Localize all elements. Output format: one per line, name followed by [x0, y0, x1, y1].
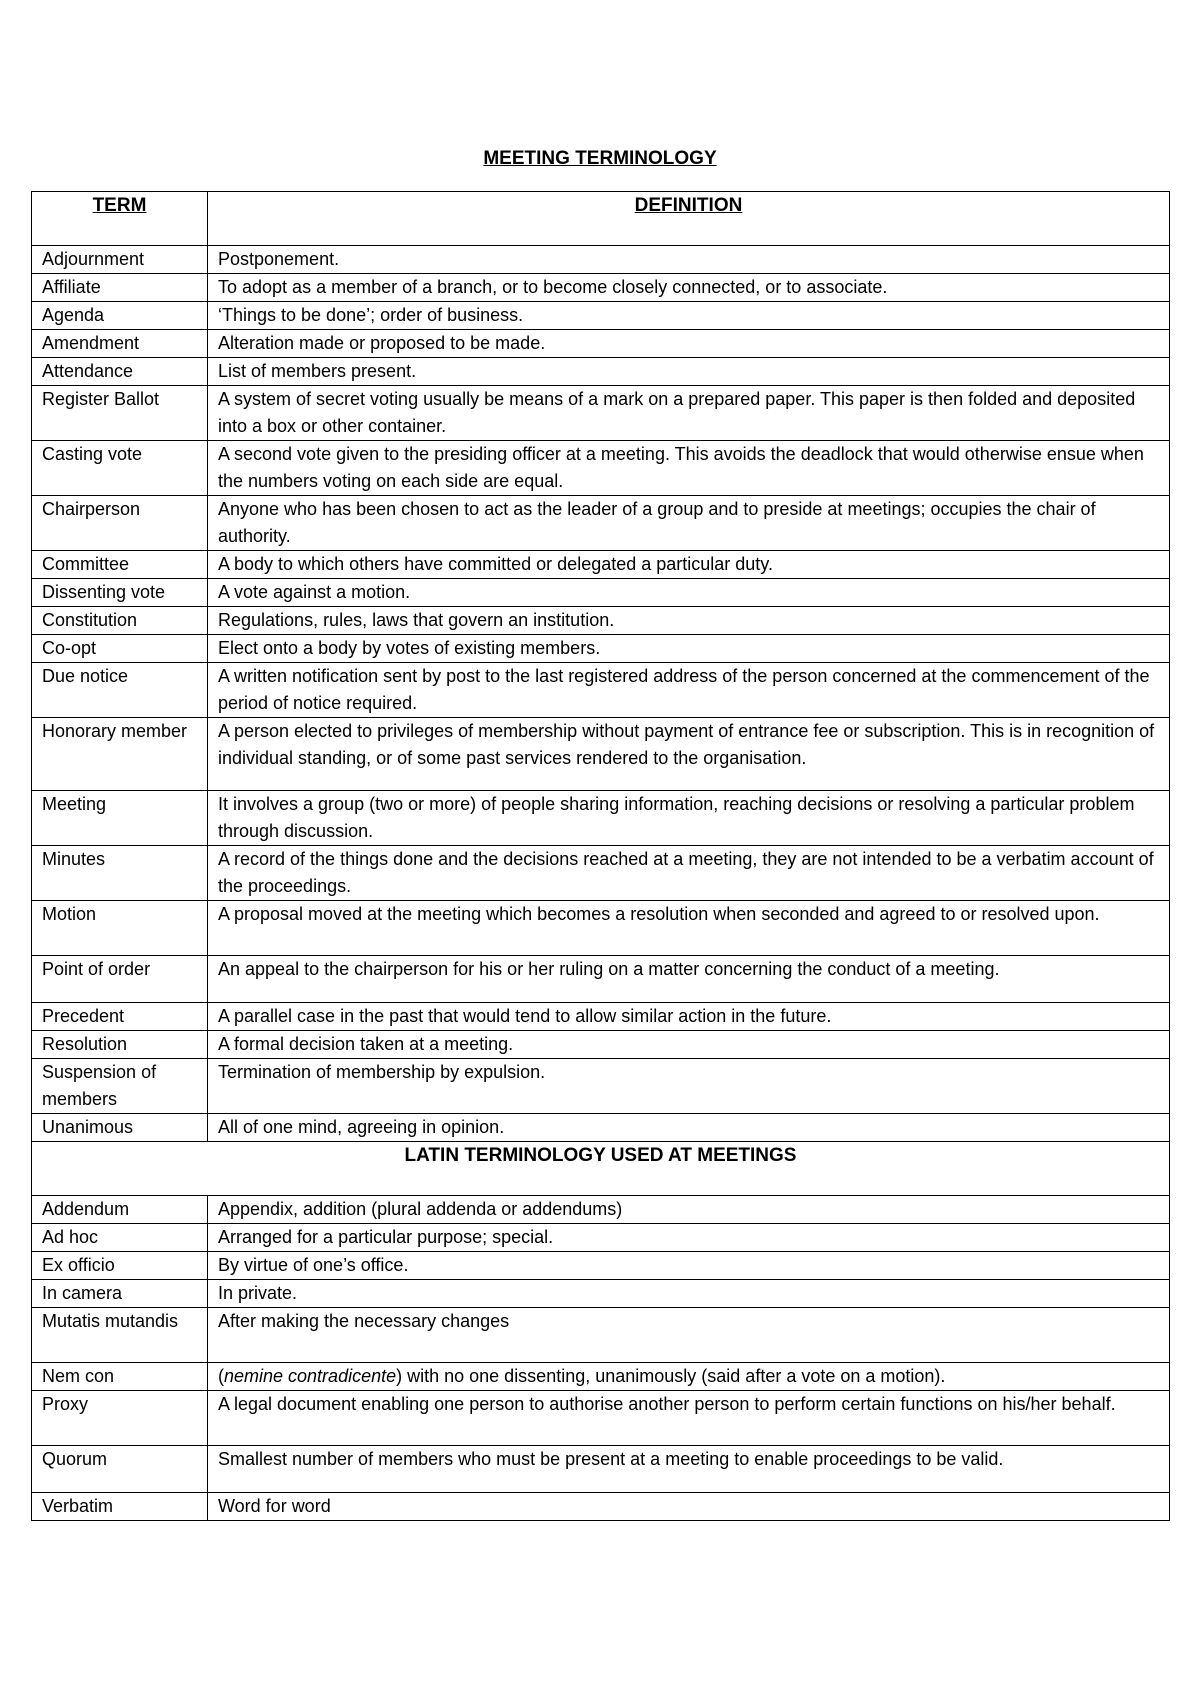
latin-phrase-italic: nemine contradicente	[224, 1366, 397, 1386]
table-row	[32, 663, 1170, 718]
definition-cell: List of members present.	[208, 358, 1170, 386]
table-row	[32, 579, 1170, 607]
definition-cell: Smallest number of members who must be present at a meeting to enable proceedings to be valid.	[208, 1446, 1170, 1493]
latin-section-title: LATIN TERMINOLOGY USED AT MEETINGS	[32, 1142, 1170, 1196]
term-cell: Motion	[32, 901, 208, 956]
term-cell: Addendum	[32, 1196, 208, 1224]
term-cell: Adjournment	[32, 246, 208, 274]
term-cell: Agenda	[32, 302, 208, 330]
term-cell: Ex officio	[32, 1252, 208, 1280]
definition-cell: A vote against a motion.	[208, 579, 1170, 607]
table-row	[32, 1308, 1170, 1363]
table-row	[32, 1391, 1170, 1446]
term-cell: Unanimous	[32, 1114, 208, 1142]
definition-cell: Termination of membership by expulsion.	[208, 1059, 1170, 1114]
definition-cell: A system of secret voting usually be means of a mark on a prepared paper. This paper is then folded and deposited into a box or other container.	[208, 386, 1170, 441]
definition-cell: By virtue of one’s office.	[208, 1252, 1170, 1280]
term-cell: Dissenting vote	[32, 579, 208, 607]
definition-cell: A written notification sent by post to the last registered address of the person concerned at the commencement of the period of notice required.	[208, 663, 1170, 718]
table-row	[32, 330, 1170, 358]
term-cell: In camera	[32, 1280, 208, 1308]
definition-cell: In private.	[208, 1280, 1170, 1308]
table-row	[32, 551, 1170, 579]
term-cell: Chairperson	[32, 496, 208, 551]
term-cell: Attendance	[32, 358, 208, 386]
table-row	[32, 1224, 1170, 1252]
term-cell: Casting vote	[32, 441, 208, 496]
term-cell: Affiliate	[32, 274, 208, 302]
table-row	[32, 607, 1170, 635]
definition-cell: A second vote given to the presiding officer at a meeting. This avoids the deadlock that would otherwise ensue when the numbers voting on each side are equal.	[208, 441, 1170, 496]
definition-cell: Regulations, rules, laws that govern an institution.	[208, 607, 1170, 635]
definition-cell: After making the necessary changes	[208, 1308, 1170, 1363]
term-cell: Constitution	[32, 607, 208, 635]
term-cell: Register Ballot	[32, 386, 208, 441]
table-row	[32, 441, 1170, 496]
table-row	[32, 846, 1170, 901]
definition-cell: Appendix, addition (plural addenda or addendums)	[208, 1196, 1170, 1224]
table-row	[32, 386, 1170, 441]
table-row	[32, 246, 1170, 274]
page-title: MEETING TERMINOLOGY	[483, 148, 717, 169]
definition-cell: Alteration made or proposed to be made.	[208, 330, 1170, 358]
term-cell: Mutatis mutandis	[32, 1308, 208, 1363]
definition-cell: Arranged for a particular purpose; special.	[208, 1224, 1170, 1252]
table-row	[32, 496, 1170, 551]
definition-cell: Elect onto a body by votes of existing members.	[208, 635, 1170, 663]
table-row	[32, 1252, 1170, 1280]
table-row	[32, 1363, 1170, 1391]
term-cell: Minutes	[32, 846, 208, 901]
definition-cell: A record of the things done and the decisions reached at a meeting, they are not intended to be a verbatim account of the proceedings.	[208, 846, 1170, 901]
term-cell: Co-opt	[32, 635, 208, 663]
table-row	[32, 635, 1170, 663]
term-header: TERM	[32, 192, 208, 246]
definition-cell: A legal document enabling one person to authorise another person to perform certain functions on his/her behalf.	[208, 1391, 1170, 1446]
definition-header: DEFINITION	[208, 192, 1170, 246]
term-cell: Due notice	[32, 663, 208, 718]
term-cell: Amendment	[32, 330, 208, 358]
table-row	[32, 1493, 1170, 1521]
definition-cell: A parallel case in the past that would tend to allow similar action in the future.	[208, 1003, 1170, 1031]
table-row	[32, 358, 1170, 386]
term-cell: Quorum	[32, 1446, 208, 1493]
definition-cell: It involves a group (two or more) of people sharing information, reaching decisions or resolving a particular problem through discussion.	[208, 791, 1170, 846]
term-cell: Nem con	[32, 1363, 208, 1391]
table-row	[32, 901, 1170, 956]
table-row	[32, 956, 1170, 1003]
table-row	[32, 1280, 1170, 1308]
term-cell: Proxy	[32, 1391, 208, 1446]
term-cell: Meeting	[32, 791, 208, 846]
definition-cell: An appeal to the chairperson for his or her ruling on a matter concerning the conduct of a meeting.	[208, 956, 1170, 1003]
table-row	[32, 1196, 1170, 1224]
table-row	[32, 1114, 1170, 1142]
definition-cell: To adopt as a member of a branch, or to become closely connected, or to associate.	[208, 274, 1170, 302]
definition-cell: Word for word	[208, 1493, 1170, 1521]
term-cell: Honorary member	[32, 718, 208, 791]
term-cell: Resolution	[32, 1031, 208, 1059]
terminology-table	[31, 191, 1170, 1521]
term-cell: Point of order	[32, 956, 208, 1003]
table-row	[32, 1003, 1170, 1031]
definition-cell: All of one mind, agreeing in opinion.	[208, 1114, 1170, 1142]
definition-cell: (nemine contradicente) with no one dissenting, unanimously (said after a vote on a motion).	[208, 1363, 1170, 1391]
definition-cell: A proposal moved at the meeting which becomes a resolution when seconded and agreed to or resolved upon.	[208, 901, 1170, 956]
table-header-row	[32, 192, 1170, 246]
definition-cell: Postponement.	[208, 246, 1170, 274]
table-row	[32, 791, 1170, 846]
term-cell: Precedent	[32, 1003, 208, 1031]
table-row	[32, 718, 1170, 791]
table-row	[32, 302, 1170, 330]
term-cell: Committee	[32, 551, 208, 579]
definition-cell: A formal decision taken at a meeting.	[208, 1031, 1170, 1059]
term-cell: Verbatim	[32, 1493, 208, 1521]
definition-cell: A person elected to privileges of membership without payment of entrance fee or subscription. This is in recognition of individual standing, or of some past services rendered to the organisation.	[208, 718, 1170, 791]
term-cell: Suspension of members	[32, 1059, 208, 1114]
table-row	[32, 1031, 1170, 1059]
latin-section-header-row	[32, 1142, 1170, 1196]
table-row	[32, 1059, 1170, 1114]
table-row	[32, 274, 1170, 302]
definition-text: with no one dissenting, unanimously (said after a vote on a motion).	[402, 1366, 946, 1386]
term-cell: Ad hoc	[32, 1224, 208, 1252]
definition-cell: ‘Things to be done’; order of business.	[208, 302, 1170, 330]
definition-cell: A body to which others have committed or delegated a particular duty.	[208, 551, 1170, 579]
table-row	[32, 1446, 1170, 1493]
definition-cell: Anyone who has been chosen to act as the leader of a group and to preside at meetings; occupies the chair of authority.	[208, 496, 1170, 551]
